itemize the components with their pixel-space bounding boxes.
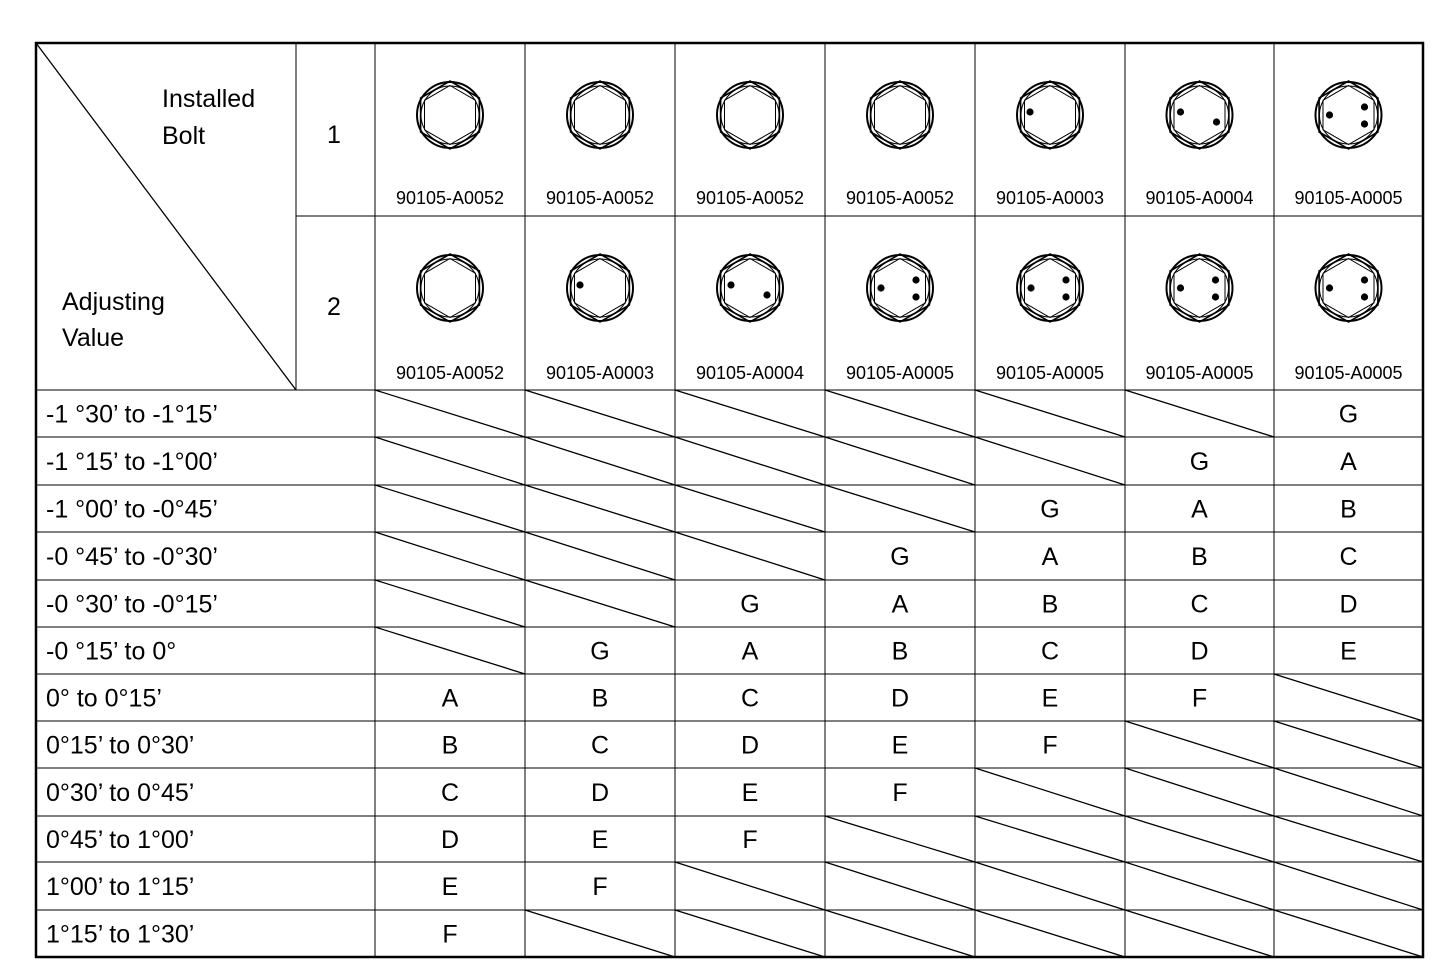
hex-bolt-one-dot-icon	[1017, 81, 1083, 149]
not-applicable-slash	[1125, 862, 1274, 910]
not-applicable-slash	[375, 390, 525, 437]
bolt-mark-dot	[1212, 293, 1219, 300]
hex-bolt-three-dot-icon	[1316, 254, 1382, 322]
bolt-mark-dot	[1361, 293, 1368, 300]
hex-bolt-no-dot-icon	[417, 81, 483, 149]
not-applicable-slash	[375, 580, 525, 627]
bolt-mark-dot	[1361, 103, 1368, 110]
adjustment-code: G	[590, 637, 610, 666]
hex-bolt-three-dot-icon	[1167, 254, 1233, 322]
adjusting-range-label: 1°00’ to 1°15’	[46, 873, 195, 901]
installed-bolt-label-line1: Installed	[162, 85, 256, 113]
part-number: 90105-A0052	[695, 188, 805, 208]
not-applicable-slash	[825, 816, 975, 862]
adjustment-code: F	[1042, 731, 1058, 760]
not-applicable-slash	[1274, 816, 1423, 862]
adjustment-code: F	[1191, 684, 1208, 713]
adjustment-code: G	[1189, 448, 1210, 476]
adjusting-range-label: -0 °30’ to -0°15’	[46, 590, 218, 619]
part-number: 90105-A0005	[995, 363, 1105, 383]
not-applicable-slash	[375, 627, 525, 674]
adjustment-code: B	[891, 637, 909, 666]
not-applicable-slash	[825, 437, 975, 485]
adjustment-code: E	[741, 779, 759, 807]
hex-bolt-two-dot-icon	[717, 254, 783, 322]
part-number: 90105-A0052	[845, 188, 955, 208]
not-applicable-slash	[825, 390, 975, 437]
adjustment-code: A	[741, 637, 759, 666]
hex-bolt-no-dot-icon	[717, 81, 783, 149]
bolt-mark-dot	[912, 276, 919, 283]
not-applicable-slash	[525, 532, 675, 580]
part-number: 90105-A0052	[545, 188, 655, 208]
adjustment-code: B	[1340, 495, 1357, 524]
hex-bolt-no-dot-icon	[567, 81, 633, 149]
adjustment-code: F	[742, 826, 758, 854]
bolt-mark-dot	[1361, 276, 1368, 283]
adjusting-range-label: -1 °15’ to -1°00’	[46, 448, 218, 476]
adjustment-code: D	[440, 826, 460, 854]
adjusting-range-label: 1°15’ to 1°30’	[46, 920, 195, 949]
bolt-mark-dot	[1326, 284, 1333, 291]
not-applicable-slash	[1274, 910, 1423, 957]
adjustment-code: D	[890, 684, 910, 713]
adjustment-code: C	[590, 731, 610, 760]
adjustment-code: F	[442, 920, 458, 949]
part-number: 90105-A0003	[545, 363, 655, 383]
bolt-mark-dot	[576, 281, 583, 288]
adjusting-range-label: 0°15’ to 0°30’	[46, 731, 195, 760]
adjustment-code: E	[1340, 637, 1357, 666]
hex-bolt-no-dot-icon	[867, 81, 933, 149]
adjusting-value-label-line2: Value	[62, 324, 125, 352]
not-applicable-slash	[675, 862, 825, 910]
not-applicable-slash	[1125, 816, 1274, 862]
adjusting-range-label: -0 °15’ to 0°	[46, 637, 177, 666]
adjustment-code: D	[590, 779, 610, 807]
bolt-row-2-label: 2	[327, 293, 341, 321]
not-applicable-slash	[375, 532, 525, 580]
adjustment-code: A	[1041, 543, 1059, 571]
not-applicable-slash	[1125, 721, 1274, 768]
adjustment-code: B	[591, 684, 609, 713]
bolt-mark-dot	[1026, 108, 1033, 115]
installed-bolt-label-line2: Bolt	[162, 122, 206, 150]
bolt-mark-dot	[1213, 118, 1220, 125]
adjustment-code: E	[1041, 684, 1059, 713]
adjustment-code: A	[441, 684, 459, 713]
not-applicable-slash	[975, 816, 1125, 862]
adjustment-code: G	[890, 543, 910, 571]
hex-bolt-three-dot-icon	[867, 254, 933, 322]
part-number: 90105-A0003	[995, 188, 1105, 208]
bolt-mark-dot	[1177, 108, 1184, 115]
adjustment-code: F	[892, 779, 908, 807]
bolt-mark-dot	[877, 284, 884, 291]
bolt-mark-dot	[763, 291, 770, 298]
bolt-mark-dot	[1062, 276, 1069, 283]
not-applicable-slash	[975, 768, 1125, 816]
adjusting-range-label: -1 °30’ to -1°15’	[46, 400, 218, 429]
bolt-mark-dot	[1062, 293, 1069, 300]
not-applicable-slash	[525, 485, 675, 532]
not-applicable-slash	[975, 437, 1125, 485]
not-applicable-slash	[1274, 674, 1423, 721]
bolt-mark-dot	[1361, 120, 1368, 127]
adjustment-code: G	[1040, 495, 1060, 524]
adjusting-value-label-line1: Adjusting	[62, 288, 165, 316]
adjustment-code: F	[592, 873, 608, 901]
adjusting-range-label: -1 °00’ to -0°45’	[46, 495, 218, 524]
not-applicable-slash	[825, 485, 975, 532]
bolt-row-1-label: 1	[327, 121, 341, 149]
not-applicable-slash	[525, 390, 675, 437]
not-applicable-slash	[1274, 721, 1423, 768]
adjusting-range-label: 0° to 0°15’	[46, 684, 162, 713]
adjustment-code: C	[1339, 543, 1358, 571]
adjustment-code: A	[891, 590, 909, 619]
part-number: 90105-A0052	[395, 363, 505, 383]
adjustment-code: B	[1191, 543, 1208, 571]
adjustment-code: G	[1338, 400, 1359, 429]
bolt-mark-dot	[727, 281, 734, 288]
part-number: 90105-A0005	[845, 363, 955, 383]
adjustment-code: E	[891, 731, 909, 760]
not-applicable-slash	[1274, 768, 1423, 816]
adjustment-code: E	[441, 873, 459, 901]
not-applicable-slash	[975, 862, 1125, 910]
hex-bolt-two-dot-icon	[1167, 81, 1233, 149]
bolt-mark-dot	[1326, 111, 1333, 118]
not-applicable-slash	[525, 437, 675, 485]
part-number: 90105-A0004	[695, 363, 805, 383]
bolt-mark-dot	[1027, 284, 1034, 291]
adjusting-range-label: 0°30’ to 0°45’	[46, 779, 195, 807]
not-applicable-slash	[975, 390, 1125, 437]
adjustment-code: A	[1191, 495, 1208, 524]
not-applicable-slash	[675, 532, 825, 580]
bolt-mark-dot	[1212, 276, 1219, 283]
not-applicable-slash	[675, 485, 825, 532]
not-applicable-slash	[375, 437, 525, 485]
adjustment-code: B	[441, 731, 459, 760]
not-applicable-slash	[675, 437, 825, 485]
adjustment-code: C	[740, 684, 760, 713]
adjustment-code: E	[591, 826, 609, 854]
hex-bolt-three-dot-icon	[1017, 254, 1083, 322]
not-applicable-slash	[675, 390, 825, 437]
not-applicable-slash	[1125, 390, 1274, 437]
adjustment-code: D	[1339, 590, 1358, 619]
not-applicable-slash	[825, 862, 975, 910]
adjustment-code: D	[1190, 637, 1209, 666]
hex-bolt-one-dot-icon	[567, 254, 633, 322]
adjustment-code: G	[740, 590, 760, 619]
part-number: 90105-A0005	[1294, 363, 1403, 383]
table-body	[46, 81, 1423, 957]
table-grid	[36, 43, 1423, 957]
adjustment-code: C	[1040, 637, 1060, 666]
not-applicable-slash	[675, 910, 825, 957]
adjusting-range-label: 0°45’ to 1°00’	[46, 826, 195, 854]
not-applicable-slash	[525, 910, 675, 957]
adjustment-code: D	[740, 731, 760, 760]
adjustment-code: B	[1041, 590, 1059, 619]
not-applicable-slash	[525, 580, 675, 627]
table-border	[36, 43, 1423, 957]
bolt-mark-dot	[1177, 284, 1184, 291]
part-number: 90105-A0004	[1145, 188, 1254, 208]
table-header	[62, 85, 341, 352]
adjusting-range-label: -0 °45’ to -0°30’	[46, 543, 218, 571]
part-number: 90105-A0005	[1294, 188, 1403, 208]
adjustment-code: C	[1190, 590, 1209, 619]
not-applicable-slash	[975, 910, 1125, 957]
not-applicable-slash	[375, 485, 525, 532]
not-applicable-slash	[1125, 768, 1274, 816]
not-applicable-slash	[1125, 910, 1274, 957]
bolt-mark-dot	[912, 293, 919, 300]
adjustment-code: C	[440, 779, 460, 807]
adjustment-code: A	[1340, 448, 1357, 476]
part-number: 90105-A0005	[1145, 363, 1254, 383]
not-applicable-slash	[825, 910, 975, 957]
not-applicable-slash	[1274, 862, 1423, 910]
hex-bolt-three-dot-icon	[1316, 81, 1382, 149]
part-number: 90105-A0052	[395, 188, 505, 208]
hex-bolt-no-dot-icon	[417, 254, 483, 322]
